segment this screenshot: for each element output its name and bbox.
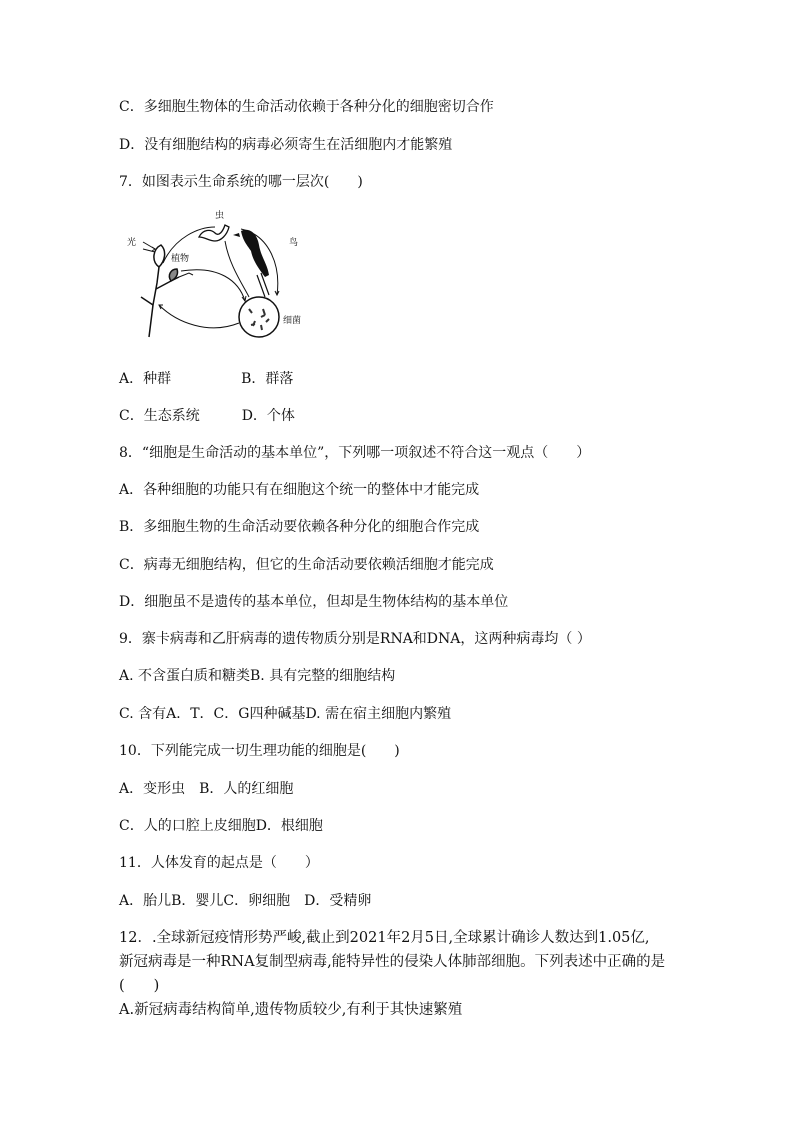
question-8: 8．“细胞是生命活动的基本单位”，下列哪一项叙述不符合这一观点（ ） — [119, 445, 591, 461]
question-12-line-1: 12．.全球新冠疫情形势严峻,截止到2021年2月5日,全球累计确诊人数达到1.05亿, — [119, 930, 650, 946]
line-c-option-q6: C．多细胞生物体的生命活动依赖于各种分化的细胞密切合作 — [119, 99, 494, 115]
options-q11: A．胎儿B．婴儿C．卵细胞 D．受精卵 — [119, 893, 372, 909]
option-q8-b: B．多细胞生物的生命活动要依赖各种分化的细胞合作完成 — [119, 519, 480, 535]
option-q8-c: C．病毒无细胞结构，但它的生命活动要依赖活细胞才能完成 — [119, 557, 494, 573]
question-9: 9．寨卡病毒和乙肝病毒的遗传物质分别是RNA和DNA，这两种病毒均（ ） — [119, 631, 591, 647]
options-q10-ab: A．变形虫 B．人的红细胞 — [119, 781, 294, 797]
options-q9-cd: C. 含有A．T．C．G四种碱基D. 需在宿主细胞内繁殖 — [119, 706, 452, 722]
figure-label-insect: 虫 — [215, 211, 225, 221]
ecosystem-figure — [119, 205, 319, 345]
question-12-line-3: ( ) — [119, 978, 160, 994]
question-11: 11．人体发育的起点是（ ） — [119, 855, 319, 871]
light-arrow-icon — [143, 242, 155, 252]
figure-label-plant: 植物 — [171, 254, 190, 264]
options-q10-cd: C．人的口腔上皮细胞D．根细胞 — [119, 818, 323, 834]
figure-label-light: 光 — [127, 238, 137, 248]
option-q12-a: A.新冠病毒结构简单,遗传物质较少,有利于其快速繁殖 — [119, 1002, 463, 1018]
options-q9-ab: A. 不含蛋白质和糖类B. 具有完整的细胞结构 — [119, 668, 396, 684]
question-12-line-2: 新冠病毒是一种RNA复制型病毒,能特异性的侵染人体肺部细胞。下列表述中正确的是 — [119, 954, 666, 970]
option-q8-a: A．各种细胞的功能只有在细胞这个统一的整体中才能完成 — [119, 482, 480, 498]
options-q7-cd: C．生态系统 D．个体 — [119, 408, 295, 424]
line-d-option-q6: D．没有细胞结构的病毒必须寄生在活细胞内才能繁殖 — [119, 137, 453, 153]
figure-label-bacteria: 细菌 — [283, 316, 302, 326]
question-7: 7．如图表示生命系统的哪一层次( ) — [119, 174, 363, 190]
question-10: 10．下列能完成一切生理功能的细胞是( ) — [119, 743, 400, 759]
question-12 — [119, 926, 679, 1022]
option-q8-d: D．细胞虽不是遗传的基本单位，但却是生物体结构的基本单位 — [119, 594, 509, 610]
figure-label-bird: 鸟 — [289, 238, 299, 248]
options-q7-ab: A．种群 B．群落 — [119, 371, 294, 387]
bacteria-icon — [239, 297, 279, 337]
